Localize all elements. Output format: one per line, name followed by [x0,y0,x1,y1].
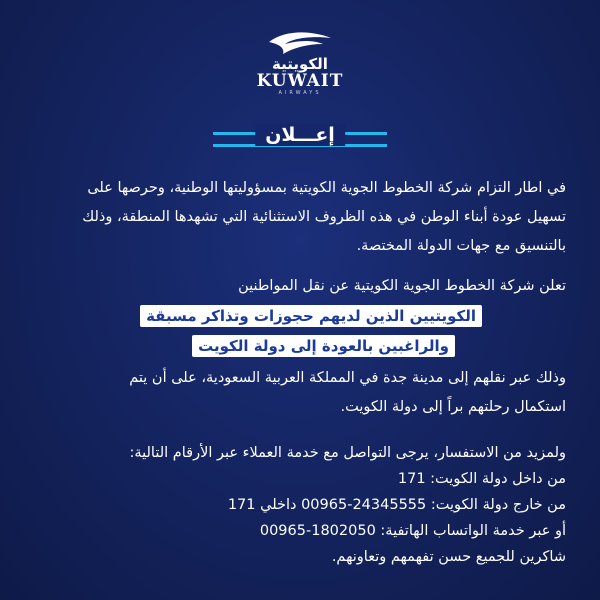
announcement-banner [213,124,387,150]
contact-line: من داخل دولة الكويت: 171 [397,471,566,487]
logo-arabic-text: الكويتية [272,55,328,73]
highlight-line: الكويتيين الذين لديهم حجوزات وتذاكر مسبقة [140,305,482,327]
contact-paragraph [26,440,566,570]
route-paragraph [26,368,566,417]
intro-line: في اطار التزام شركة الخطوط الجوية الكويتية بمسؤوليتها الوطنية، وحرصها على [87,180,566,196]
bird-logo-icon [265,28,335,58]
logo-english-text: KUWAIT [256,71,344,91]
intro-paragraph [26,178,566,256]
intro-line: بالتنسيق مع جهات الدولة المختصة. [356,238,566,254]
announce-line: تعلن شركة الخطوط الجوية الكويتية عن نقل المواطنين [238,278,566,294]
contact-line: أو عبر خدمة الواتساب الهاتفية: 1802050-00965 [259,523,566,539]
contact-line: ولمزيد من الاستفسار، يرجى التواصل مع خدمة العملاء عبر الأرقام التالية: [129,445,566,461]
announcement-title: إعـــلان [255,124,345,146]
highlight-line: والراغبين بالعودة إلى دولة الكويت [192,335,455,357]
intro-line: تسهيل عودة أبناء الوطن في هذه الظروف الاستثنائية التي تشهدها المنطقة، وذلك [82,209,566,225]
kuwait-airways-logo [240,28,360,108]
route-line: استكمال رحلتهم براً إلى دولة الكويت. [340,399,566,415]
logo-subtitle: AIRWAYS [278,90,322,96]
contact-line: من خارج دولة الكويت: 24345555-00965 داخلي 171 [227,497,566,513]
contact-line: شاكرين للجميع حسن تفهمهم وتعاونهم. [331,549,566,565]
route-line: وذلك عبر نقلهم إلى مدينة جدة في المملكة العربية السعودية، على أن يتم [129,370,566,386]
